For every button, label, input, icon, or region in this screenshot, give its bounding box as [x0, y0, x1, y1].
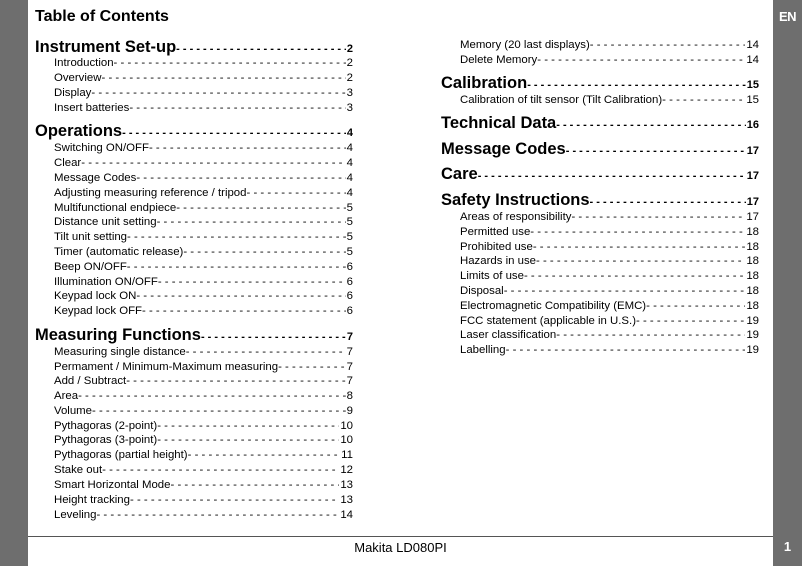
item-label: FCC statement (applicable in U.S.) — [460, 315, 636, 327]
toc-item[interactable] — [54, 142, 353, 154]
item-label: Switching ON/OFF — [54, 142, 149, 154]
item-label: Delete Memory — [460, 54, 538, 66]
section-page: 4 — [346, 127, 353, 139]
item-label: Hazards in use — [460, 255, 536, 267]
item-page: 19 — [746, 344, 759, 356]
item-page: 3 — [346, 87, 353, 99]
item-page: 13 — [340, 479, 353, 491]
footer-divider — [28, 536, 773, 537]
item-label: Pythagoras (3-point) — [54, 434, 158, 446]
toc-section-calibration[interactable] — [441, 74, 759, 93]
item-label: Tilt unit setting — [54, 231, 128, 243]
item-label: Laser classification — [460, 329, 557, 341]
item-page: 7 — [346, 346, 353, 358]
item-page: 18 — [746, 255, 759, 267]
toc-item[interactable] — [460, 315, 759, 327]
toc-item[interactable] — [460, 285, 759, 297]
item-page: 19 — [746, 315, 759, 327]
toc-item[interactable] — [54, 375, 353, 387]
toc-item[interactable] — [54, 509, 353, 521]
item-page: 4 — [346, 142, 353, 154]
toc-item[interactable] — [54, 187, 353, 199]
toc-item[interactable] — [54, 172, 353, 184]
item-label: Measuring single distance — [54, 346, 186, 358]
toc-section-message-codes[interactable] — [441, 140, 759, 159]
item-label: Multifunctional endpiece — [54, 202, 177, 214]
item-label: Add / Subtract — [54, 375, 127, 387]
item-label: Smart Horizontal Mode — [54, 479, 171, 491]
section-page: 17 — [746, 145, 759, 157]
toc-item[interactable] — [460, 344, 759, 356]
toc-item[interactable] — [460, 226, 759, 238]
item-label: Areas of responsibility — [460, 211, 572, 223]
toc-item[interactable] — [54, 216, 353, 228]
toc-section-care[interactable] — [441, 165, 759, 184]
section-title: Technical Data — [441, 114, 557, 132]
item-label: Pythagoras (2-point) — [54, 420, 158, 432]
toc-item[interactable] — [460, 270, 759, 282]
section-page: 2 — [346, 43, 353, 55]
item-label: Limits of use — [460, 270, 524, 282]
item-page: 7 — [346, 361, 353, 373]
section-page: 17 — [746, 170, 759, 182]
left-sidebar-bar — [0, 0, 28, 566]
item-page: 19 — [746, 329, 759, 341]
item-label: Electromagnetic Compatibility (EMC) — [460, 300, 647, 312]
toc-item[interactable] — [54, 494, 353, 506]
toc-item[interactable] — [54, 276, 353, 288]
item-label: Memory (20 last displays) — [460, 39, 590, 51]
item-page: 11 — [341, 449, 353, 461]
item-page: 2 — [346, 72, 353, 84]
toc-item[interactable] — [54, 202, 353, 214]
language-badge: EN — [778, 9, 797, 24]
item-page: 17 — [746, 211, 759, 223]
item-label: Pythagoras (partial height) — [54, 449, 188, 461]
item-page: 3 — [346, 102, 353, 114]
item-label: Area — [54, 390, 79, 402]
item-label: Keypad lock OFF — [54, 305, 142, 317]
section-page: 15 — [746, 79, 759, 91]
toc-item[interactable] — [54, 231, 353, 243]
toc-section-instrument-setup[interactable] — [35, 38, 353, 57]
item-label: Labelling — [460, 344, 506, 356]
toc-item[interactable] — [54, 449, 353, 461]
item-page: 12 — [340, 464, 353, 476]
item-page: 6 — [346, 276, 353, 288]
item-label: Clear — [54, 157, 82, 169]
footer-model: Makita LD080PI — [354, 540, 447, 555]
item-label: Disposal — [460, 285, 504, 297]
item-page: 18 — [746, 241, 759, 253]
toc-item[interactable] — [54, 346, 353, 358]
item-label: Adjusting measuring reference / tripod — [54, 187, 247, 199]
item-page: 13 — [340, 494, 353, 506]
item-page: 9 — [346, 405, 353, 417]
item-label: Keypad lock ON — [54, 290, 137, 302]
toc-item[interactable] — [54, 420, 353, 432]
toc-item[interactable] — [54, 246, 353, 258]
item-page: 14 — [340, 509, 353, 521]
item-page: 15 — [746, 94, 759, 106]
item-page: 7 — [346, 375, 353, 387]
section-page: 17 — [746, 196, 759, 208]
item-label: Insert batteries — [54, 102, 130, 114]
section-title: Measuring Functions — [35, 326, 201, 344]
toc-item[interactable] — [460, 94, 759, 106]
toc-item[interactable] — [54, 305, 353, 317]
section-page: 7 — [346, 331, 353, 343]
toc-item[interactable] — [54, 290, 353, 302]
section-title: Safety Instructions — [441, 191, 590, 209]
item-page: 10 — [340, 420, 353, 432]
item-label: Volume — [54, 405, 92, 417]
page-number: 1 — [783, 539, 792, 554]
toc-item[interactable] — [54, 72, 353, 84]
item-page: 5 — [346, 246, 353, 258]
toc-item[interactable] — [460, 241, 759, 253]
item-label: Prohibited use — [460, 241, 533, 253]
item-page: 4 — [346, 172, 353, 184]
item-label: Introduction — [54, 57, 114, 69]
item-label: Beep ON/OFF — [54, 261, 127, 273]
toc-item[interactable] — [54, 464, 353, 476]
item-page: 14 — [746, 39, 759, 51]
section-title: Message Codes — [441, 140, 566, 158]
toc-section-measuring-functions[interactable] — [35, 326, 353, 345]
item-page: 6 — [346, 305, 353, 317]
toc-item[interactable] — [460, 211, 759, 223]
toc-section-operations[interactable] — [35, 122, 353, 141]
section-title: Operations — [35, 122, 123, 140]
item-page: 6 — [346, 261, 353, 273]
right-sidebar-bar — [773, 0, 802, 566]
toc-section-technical-data[interactable] — [441, 114, 759, 133]
item-page: 18 — [746, 285, 759, 297]
toc-item[interactable] — [54, 157, 353, 169]
toc-item[interactable] — [54, 87, 353, 99]
toc-item[interactable] — [54, 361, 353, 373]
toc-item[interactable] — [460, 54, 759, 66]
item-label: Calibration of tilt sensor (Tilt Calibration) — [460, 94, 663, 106]
item-label: Timer (automatic release) — [54, 246, 184, 258]
toc-item[interactable] — [54, 479, 353, 491]
item-page: 18 — [746, 226, 759, 238]
item-page: 10 — [340, 434, 353, 446]
toc-item[interactable] — [460, 255, 759, 267]
item-label: Illumination ON/OFF — [54, 276, 158, 288]
item-label: Permament / Minimum-Maximum measuring — [54, 361, 279, 373]
section-title: Calibration — [441, 74, 528, 92]
section-title: Instrument Set-up — [35, 38, 177, 56]
item-label: Message Codes — [54, 172, 137, 184]
item-label: Height tracking — [54, 494, 130, 506]
item-label: Leveling — [54, 509, 97, 521]
item-page: 8 — [346, 390, 353, 402]
item-label: Overview — [54, 72, 102, 84]
item-page: 4 — [346, 157, 353, 169]
toc-item[interactable] — [460, 300, 759, 312]
item-page: 14 — [746, 54, 759, 66]
item-page: 2 — [346, 57, 353, 69]
item-page: 5 — [346, 216, 353, 228]
item-page: 4 — [346, 187, 353, 199]
item-page: 5 — [346, 202, 353, 214]
item-label: Permitted use — [460, 226, 531, 238]
item-label: Distance unit setting — [54, 216, 157, 228]
item-page: 5 — [346, 231, 353, 243]
page-title: Table of Contents — [35, 8, 169, 25]
toc-item[interactable] — [54, 102, 353, 114]
item-page: 6 — [346, 290, 353, 302]
toc-item[interactable] — [54, 434, 353, 446]
item-label: Display — [54, 87, 92, 99]
toc-item[interactable] — [54, 405, 353, 417]
item-page: 18 — [746, 300, 759, 312]
toc-item[interactable] — [460, 329, 759, 341]
section-page: 16 — [746, 119, 759, 131]
toc-item[interactable] — [54, 261, 353, 273]
item-label: Stake out — [54, 464, 103, 476]
toc-item[interactable] — [54, 390, 353, 402]
toc-item[interactable] — [460, 39, 759, 51]
toc-item[interactable] — [54, 57, 353, 69]
toc-section-safety-instructions[interactable] — [441, 191, 759, 210]
item-page: 18 — [746, 270, 759, 282]
section-title: Care — [441, 165, 478, 183]
